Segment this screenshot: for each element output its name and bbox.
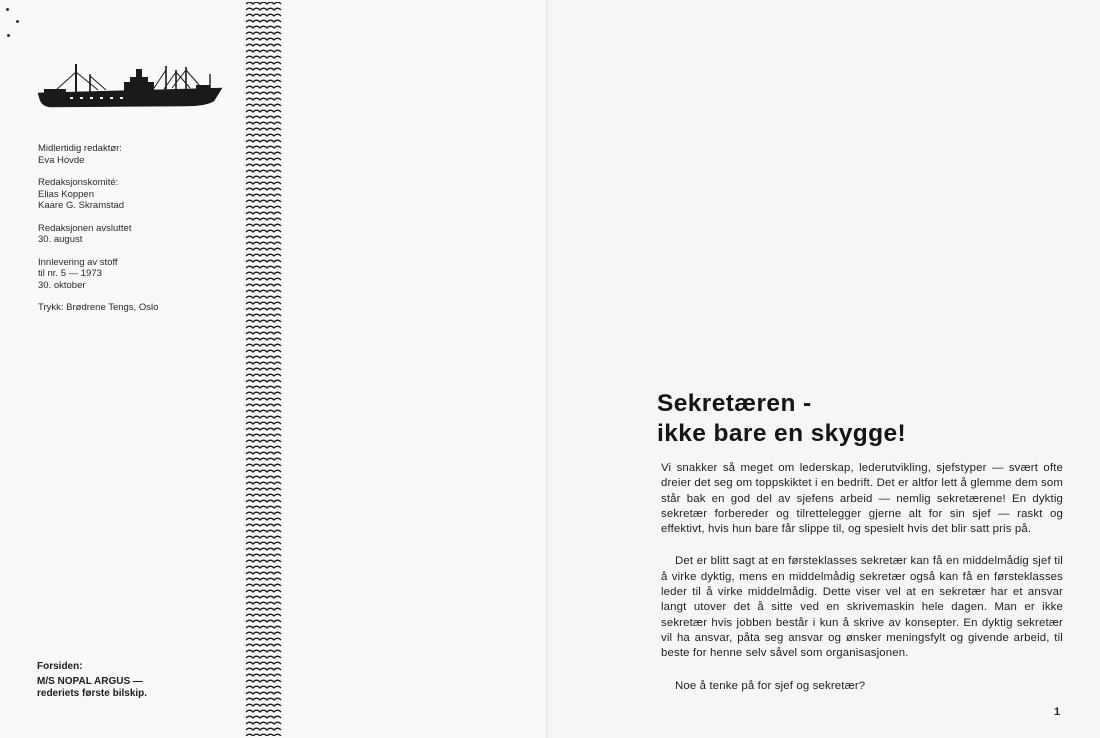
editorial-committee-block: Redaksjonskomité: Elias Koppen Kaare G. Skramstad (38, 177, 125, 211)
paragraph: Vi snakker så meget om lederskap, lederutvikling, sjefstyper — svært ofte dreier det seg om toppskiktet i en bedrift. Det er altfor lett å glemme dem som står bak en god del av sjefens arbeid — nemlig sekretærene! En dyktig sekretær forbereder og tilrettelegger gjerne alt for sin sjef — raskt og effektivt, hvis hun bare får slippe til, og spesielt hvis det blir satt pris på. (661, 462, 1063, 536)
wave-divider-icon (244, 0, 284, 738)
editor-block: Midlertidig redaktør: Eva Hovde (38, 143, 122, 166)
cover-caption-label: Forsiden: (37, 661, 83, 672)
cover-caption-line2: rederiets første bilskip. (37, 688, 148, 699)
cover-caption (37, 661, 237, 700)
cargo-ship-icon (36, 60, 224, 112)
masthead (38, 143, 228, 325)
article-body (661, 461, 1063, 694)
cover-caption-line1: M/S NOPAL ARGUS — (37, 676, 143, 687)
printer-block: Trykk: Brødrene Tengs, Oslo (38, 302, 159, 313)
submission-block: Innlevering av stoff til nr. 5 — 1973 30. oktober (38, 256, 118, 291)
article-title: Sekretæren - ikke bare en skygge! (657, 390, 907, 447)
page-number: 1 (1054, 706, 1061, 718)
page-fold (546, 0, 548, 738)
closing-date-block: Redaksjonen avsluttet 30. august (38, 222, 132, 245)
paragraph: Noe å tenke på for sjef og sekretær? (675, 679, 866, 692)
paragraph: Det er blitt sagt at en førsteklasses sekretær kan få en middelmådig sjef til å virke dyktig, mens en middelmådig sekretær også kan få en førsteklasses leder til å virke middelmådig. Dette viser vel at en sekretær har et ansvar langt utover det å sitte ved en skrivemaskin hele dagen. Man er ikke sekretær hvis jobben består i kun å skrive av konsepter. En dyktig sekretær vil ha ansvar, påta seg ansvar og ønsker meningsfylt og givende arbeid, til beste for henne selv såvel som organisasjonen. (661, 555, 1063, 660)
